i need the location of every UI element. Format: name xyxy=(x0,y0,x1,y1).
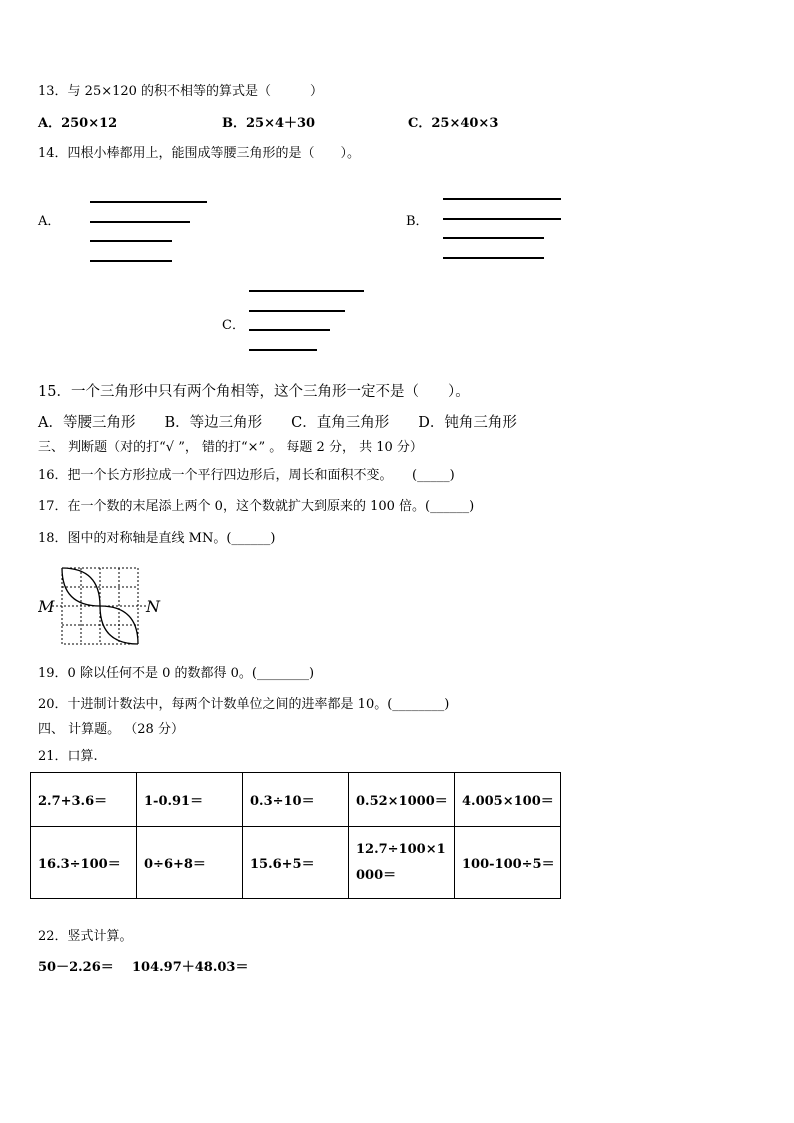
stick-c4 xyxy=(249,349,317,351)
stick-a2 xyxy=(90,221,190,223)
table-cell: 15.6+5＝ xyxy=(243,827,349,899)
q13-option-b: B．25×4＋30 xyxy=(222,116,316,131)
q18-stem: 18．图中的对称轴是直线 MN。(______) xyxy=(38,531,276,546)
q22-expr-2: 104.97＋48.03＝ xyxy=(132,960,249,975)
q16: 16．把一个长方形拉成一个平行四边形后，周长和面积不变。 (_____) xyxy=(38,468,455,483)
table-cell: 2.7+3.6＝ xyxy=(31,773,137,827)
label-m: M xyxy=(38,597,55,616)
q15-stem: 15．一个三角形中只有两个角相等，这个三角形一定不是（ ）。 xyxy=(38,384,470,400)
section-4-heading: 四、 计算题。 （28 分） xyxy=(38,722,184,737)
stick-a3 xyxy=(90,240,172,242)
label-n: N xyxy=(146,597,160,616)
table-cell: 16.3÷100＝ xyxy=(31,827,137,899)
q22-stem: 22．竖式计算。 xyxy=(38,929,133,944)
stick-a1 xyxy=(90,201,207,203)
q21-stem: 21．口算. xyxy=(38,749,98,764)
table-cell: 0.3÷10＝ xyxy=(243,773,349,827)
table-cell: 100-100÷5＝ xyxy=(455,827,561,899)
table-row xyxy=(31,773,561,827)
q14-option-a-label: A． xyxy=(38,214,61,229)
q14-option-b-label: B． xyxy=(406,214,429,229)
stick-b1 xyxy=(443,198,561,200)
stick-c1 xyxy=(249,290,364,292)
table-cell: 0.52×1000＝ xyxy=(349,773,455,827)
q14-option-c-label: C． xyxy=(222,318,245,333)
stick-b3 xyxy=(443,237,544,239)
stick-a4 xyxy=(90,260,172,262)
table-cell: 0÷6+8＝ xyxy=(137,827,243,899)
q14-stem: 14．四根小棒都用上，能围成等腰三角形的是（ ）。 xyxy=(38,146,361,161)
q17: 17．在一个数的末尾添上两个 0，这个数就扩大到原来的 100 倍。(______) xyxy=(38,499,475,514)
mental-math-table xyxy=(30,772,561,899)
section-3-heading: 三、 判断题（对的打“√ ”， 错的打“×” 。 每题 2 分， 共 10 分） xyxy=(38,440,423,455)
stick-c2 xyxy=(249,310,345,312)
q20: 20．十进制计数法中，每两个计数单位之间的进率都是 10。(________) xyxy=(38,697,450,712)
table-cell: 1-0.91＝ xyxy=(137,773,243,827)
q13-option-a: A．250×12 xyxy=(38,116,118,131)
stick-b2 xyxy=(443,218,561,220)
table-cell: 4.005×100＝ xyxy=(455,773,561,827)
stick-c3 xyxy=(249,329,330,331)
symmetry-figure xyxy=(38,566,164,648)
q13-option-c: C．25×40×3 xyxy=(408,116,499,131)
q13-stem: 13．与 25×120 的积不相等的算式是（ ） xyxy=(38,84,324,99)
q19: 19．0 除以任何不是 0 的数都得 0。(________) xyxy=(38,666,315,681)
q15-options: A．等腰三角形 B．等边三角形 C．直角三角形 D．钝角三角形 xyxy=(38,415,517,431)
q22-expr-1: 50－2.26＝ xyxy=(38,960,114,975)
table-row xyxy=(31,827,561,899)
table-cell: 12.7÷100×1000＝ xyxy=(349,827,455,899)
stick-b4 xyxy=(443,257,544,259)
